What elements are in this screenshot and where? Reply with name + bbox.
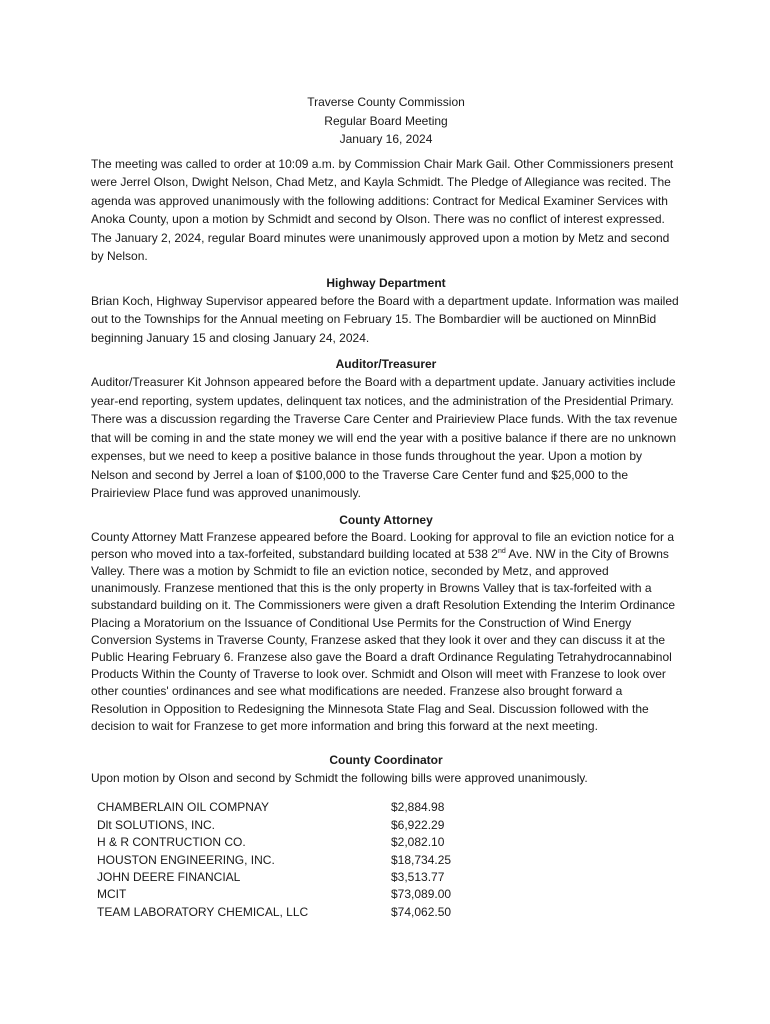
document-header bbox=[91, 93, 681, 149]
bill-amount: $3,513.77 bbox=[391, 870, 445, 885]
auditor-section-title: Auditor/Treasurer bbox=[335, 357, 437, 371]
auditor-paragraph: Auditor/Treasurer Kit Johnson appeared before the Board with a department update. January activities include year-end reporting, system updates, delinquent tax notices, and the administration of the Presidential Primary. There was a discussion regarding the Traverse Care Center and Prairieview Place funds. With the tax revenue that will be coming in and the state money we will end the year with a positive balance if there are no unknown expenses, but we need to keep a positive balance in those funds throughout the year. Upon a motion by Nelson and second by Jerrel a loan of $100,000 to the Traverse Care Center fund and $25,000 to the Prairieview Place fund was approved unanimously. bbox=[91, 375, 678, 500]
bill-row bbox=[97, 886, 681, 903]
bill-amount: $73,089.00 bbox=[391, 887, 452, 902]
coordinator-paragraph: Upon motion by Olson and second by Schmidt the following bills were approved unanimously. bbox=[91, 770, 588, 785]
attorney-section-title: County Attorney bbox=[339, 512, 433, 527]
highway-paragraph: Brian Koch, Highway Supervisor appeared before the Board with a department update. Information was mailed out to the Townships for the Annual meeting on February 15. The Bombardier will be auctioned on MinnBid beginning January 15 and closing January 24, 2024. bbox=[91, 293, 679, 345]
attorney-text-part2: Ave. NW in the City of Browns Valley. There was a motion by Schmidt to file an eviction notice, seconded by Metz, and approved unanimously. Franzese mentioned that this is the only property in Browns Valley that is tax-forfeited with a substandard building on it. The Commissioners were given a draft Resolution Extending the Interim Ordinance Placing a Moratorium on the Issuance of Conditional Use Permits for the Construction of Wind Energy Conversion Systems in Traverse County, Franzese asked that they look it over and they can discuss it at the Public Hearing February 6. Franzese also gave the Board a draft Ordinance Regulating Tetrahydrocannabinol Products Within the County of Traverse to look over. Schmidt and Olson will meet with Franzese to look over other counties' ordinances and see what modifications are needed. Franzese also brought forward a Resolution in Opposition to Redesigning the Minnesota State Flag and Seal. Discussion followed with the decision to wait for Franzese to get more information and bring this forward at the next meeting. bbox=[91, 546, 676, 733]
attorney-paragraph bbox=[91, 529, 681, 735]
bill-amount: $18,734.25 bbox=[391, 852, 452, 867]
bill-row bbox=[97, 852, 681, 869]
attorney-text-part1: County Attorney Matt Franzese appeared before the Board. Looking for approval to file an eviction notice for a person who moved into a tax-forfeited, substandard building located at 538 2 bbox=[91, 529, 675, 561]
minutes-page bbox=[91, 93, 681, 921]
ordinal-superscript: nd bbox=[497, 547, 506, 555]
bill-row bbox=[97, 834, 681, 851]
bill-row bbox=[97, 817, 681, 834]
bill-row bbox=[97, 904, 681, 921]
highway-section-title: Highway Department bbox=[326, 275, 446, 290]
bill-vendor: MCIT bbox=[97, 887, 127, 902]
header-meeting-type: Regular Board Meeting bbox=[324, 113, 448, 128]
header-organization: Traverse County Commission bbox=[307, 95, 465, 109]
bill-vendor: Dlt SOLUTIONS, INC. bbox=[97, 817, 216, 832]
bill-vendor: HOUSTON ENGINEERING, INC. bbox=[97, 852, 275, 867]
bill-amount: $6,922.29 bbox=[391, 817, 445, 832]
bill-amount: $2,082.10 bbox=[391, 835, 445, 850]
coordinator-section-title: County Coordinator bbox=[329, 752, 443, 767]
intro-paragraph: The meeting was called to order at 10:09 a.m. by Commission Chair Mark Gail. Other Commissioners present were Jerrel Olson, Dwight Nelson, Chad Metz, and Kayla Schmidt. The Pledge of Allegiance was recited. The agenda was approved unanimously with the following additions: Contract for Medical Examiner Services with Anoka County, upon a motion by Schmidt and second by Olson. There was no conflict of interest expressed. The January 2, 2024, regular Board minutes were unanimously approved upon a motion by Metz and second by Nelson. bbox=[91, 156, 674, 263]
header-date: January 16, 2024 bbox=[339, 132, 433, 146]
bill-row bbox=[97, 869, 681, 886]
bill-vendor: CHAMBERLAIN OIL COMPNAY bbox=[97, 800, 270, 815]
bill-vendor: H & R CONTRUCTION CO. bbox=[97, 835, 246, 850]
bill-vendor: TEAM LABORATORY CHEMICAL, LLC bbox=[97, 904, 309, 919]
bill-row bbox=[97, 799, 681, 816]
bill-amount: $74,062.50 bbox=[391, 904, 452, 919]
bill-vendor: JOHN DEERE FINANCIAL bbox=[97, 870, 241, 885]
bills-table bbox=[97, 799, 681, 921]
bill-amount: $2,884.98 bbox=[391, 800, 445, 815]
